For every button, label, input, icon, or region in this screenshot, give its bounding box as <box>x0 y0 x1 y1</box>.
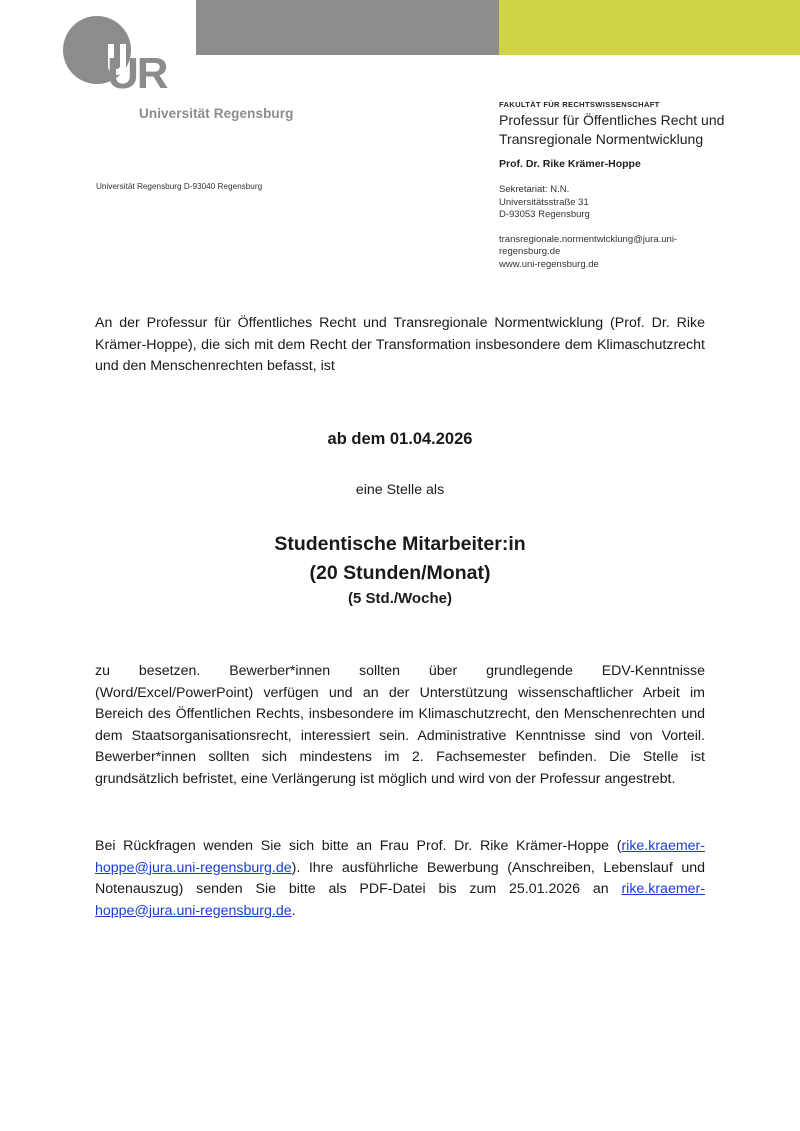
secretariat: Sekretariat: N.N. <box>499 184 570 195</box>
requirements-paragraph: zu besetzen. Bewerber*innen sollten über grundlegende EDV-Kenntnisse (Word/Excel/PowerPoint) verfügen und an der Unterstützung wissenschaftlicher Arbeit im Bereich des Öffentlichen Rechts, insbesondere im Klimaschutzrecht, den Menschenrechten und dem Staatsorganisationsrecht, interessiert sein. Administrative Kenntnisse sind von Vorteil. Bewerber*innen sollten sich mindestens im 2. Fachsemester befinden. Die Stelle ist grundsätzlich befristet, eine Verlängerung ist möglich und wird von der Professur angestrebt. <box>95 663 705 787</box>
professor-name: Prof. Dr. Rike Krämer-Hoppe <box>499 158 641 170</box>
contact-text-3: . <box>291 902 296 919</box>
email-line-1[interactable]: transregionale.normentwicklung@jura.uni- <box>499 233 678 245</box>
contact-email-link[interactable]: rike.kraemer-hoppe@jura.uni-regensburg.de <box>95 838 705 876</box>
logo-letters: UR <box>107 49 167 98</box>
contact-paragraph <box>95 836 705 922</box>
faculty-name: FAKULTÄT FÜR RECHTSWISSENSCHAFT <box>499 100 660 109</box>
chair-line-2: Transregionale Normentwicklung <box>499 131 704 147</box>
hours-per-month: (20 Stunden/Monat) <box>309 562 491 584</box>
header-gray-bar <box>196 0 499 55</box>
position-intro: eine Stelle als <box>355 482 445 498</box>
hours-per-week: (5 Std./Woche) <box>348 590 452 607</box>
start-date: ab dem 01.04.2026 <box>327 430 473 448</box>
sender-block <box>499 100 779 271</box>
application-email-link[interactable]: rike.kraemer-hoppe@jura.uni-regensburg.de <box>95 881 705 919</box>
intro-paragraph: An der Professur für Öffentliches Recht und Transregionale Normentwicklung (Prof. Dr. Rike Krämer-Hoppe), die sich mit dem Recht der Transformation insbesondere dem Klimaschutzrecht und den Menschenrechten befasst, ist <box>95 315 705 374</box>
postal-address <box>499 184 779 222</box>
street: Universitätsstraße 31 <box>499 196 589 208</box>
contact-text-1: Bei Rückfragen wenden Sie sich bitte an Frau Prof. Dr. Rike Krämer-Hoppe ( <box>95 838 622 854</box>
chair-line-1: Professur für Öffentliches Recht und <box>499 112 725 128</box>
header-green-bar <box>499 0 800 55</box>
email-line-2[interactable]: regensburg.de <box>499 246 561 257</box>
university-name: Universität Regensburg <box>139 106 294 121</box>
return-address: Universität Regensburg D-93040 Regensburg <box>96 182 263 191</box>
website[interactable]: www.uni-regensburg.de <box>499 258 599 270</box>
city: D-93053 Regensburg <box>499 209 590 220</box>
position-title: Studentische Mitarbeiter:in <box>274 533 526 555</box>
contact-text-2: ). Ihre ausführliche Bewerbung (Anschreiben, Lebenslauf und Notenauszug) senden Sie bitte als PDF-Datei bis zum 25.01.2026 an <box>95 859 705 897</box>
chair-name <box>499 111 779 149</box>
online-contact <box>499 234 779 272</box>
